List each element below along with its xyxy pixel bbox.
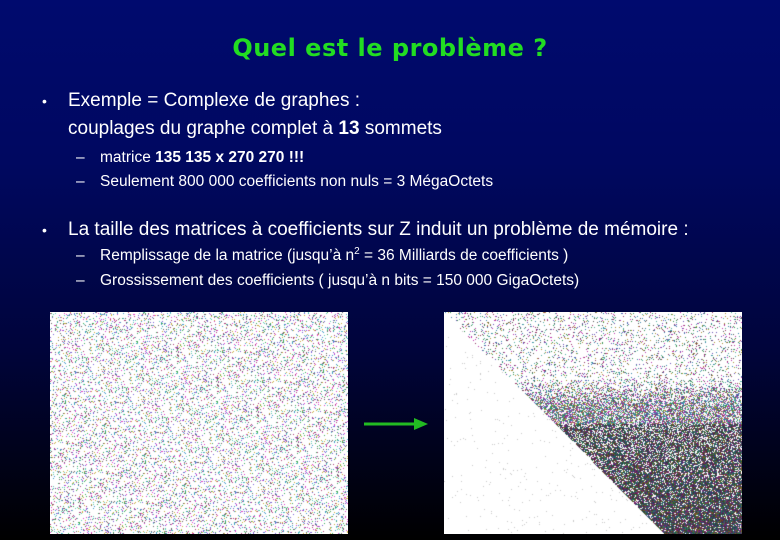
bullet-2-line-1: La taille des matrices à coefficients sur Z induit un problème de mémoire : [68,219,689,240]
matrix-size: 135 135 x 270 270 !!! [155,149,305,166]
bullet-1-line-2 [68,117,442,141]
bullet-1-line-1: Exemple = Complexe de graphes : [68,90,361,111]
bullet-1-line-2-suffix: sommets [359,118,442,139]
filled-matrix-image [444,312,742,534]
sparse-matrix-image [50,312,348,534]
dash-icon: – [76,272,85,289]
dash-icon: – [76,173,85,190]
bullet-icon: • [42,93,47,109]
arrow-right-icon [364,417,428,431]
dash-icon: – [76,247,85,264]
bullet-1-sub-1-text: matrice [100,149,156,166]
bullet-1-sub-2-text: Seulement 800 000 coefficients non nuls = 3 MégaOctets [100,173,494,190]
vertex-count: 13 [338,118,360,139]
slide-title: Quel est le problème ? [232,34,548,62]
bullet-1-sub-1 [76,148,304,168]
bullet-icon: • [42,222,47,238]
bullet-1-sub-2 [76,172,493,192]
bullet-2-sub-1 [76,246,568,266]
bullet-2-sub-2-text: Grossissement des coefficients ( jusqu’à n bits = 150 000 GigaOctets) [100,272,580,289]
exponent: 2 [354,245,360,257]
bullet-2-sub-2 [76,271,579,291]
dash-icon: – [76,149,85,166]
bullet-2-sub-1-text: Remplissage de la matrice (jusqu’à n [100,247,355,264]
bullet-1-line-2-text: couplages du graphe complet à [68,118,339,139]
bullet-2-sub-1-suffix: = 36 Milliards de coefficients ) [359,247,569,264]
